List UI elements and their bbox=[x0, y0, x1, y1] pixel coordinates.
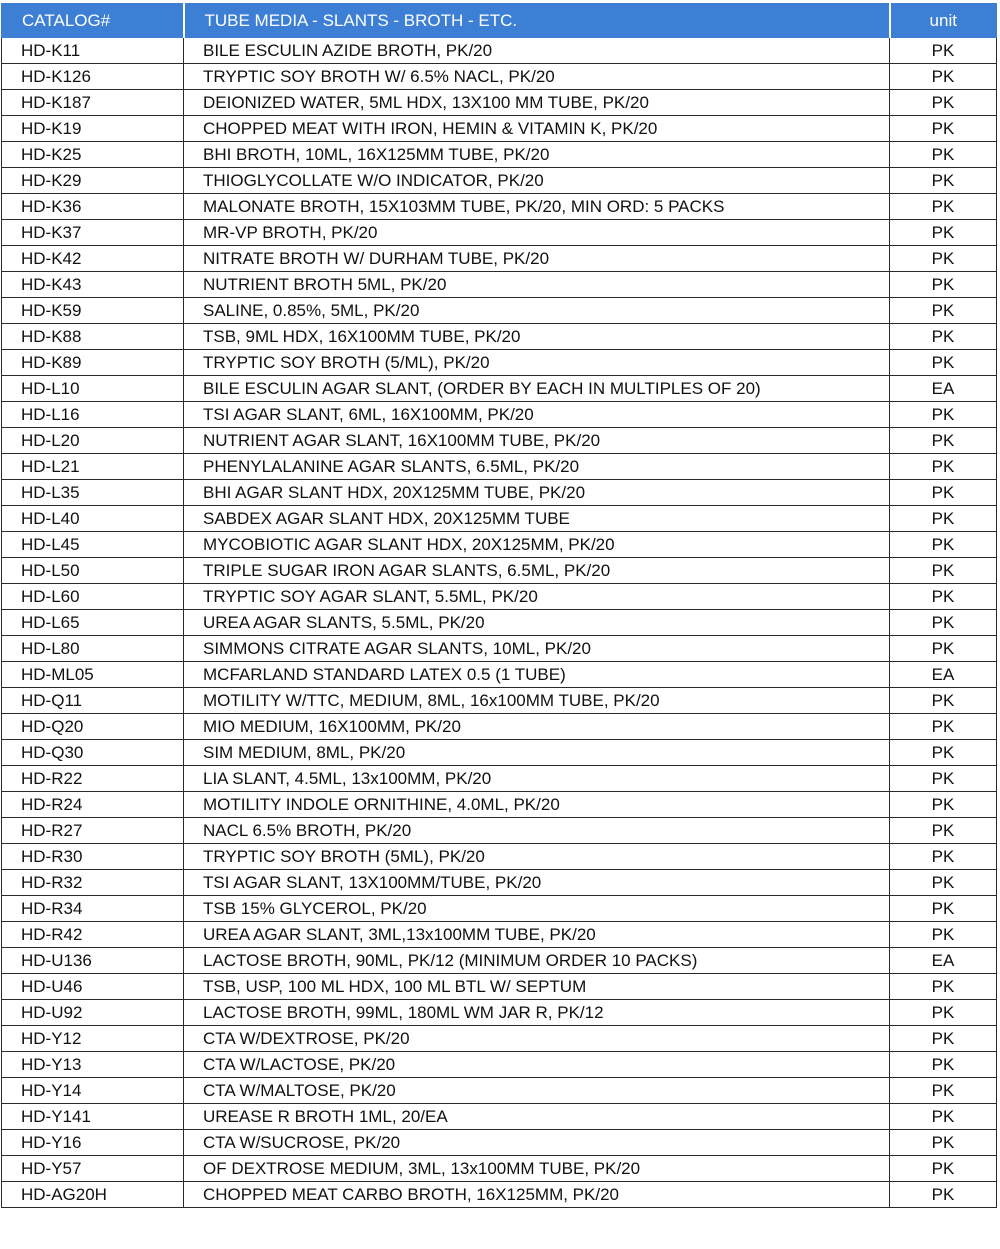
unit-cell: PK bbox=[890, 1182, 997, 1208]
unit-cell: PK bbox=[890, 766, 997, 792]
table-row bbox=[2, 220, 997, 246]
catalog-number-cell: HD-L16 bbox=[2, 402, 184, 428]
table-row bbox=[2, 974, 997, 1000]
table-row bbox=[2, 922, 997, 948]
description-cell: UREA AGAR SLANTS, 5.5ML, PK/20 bbox=[184, 610, 890, 636]
unit-cell: PK bbox=[890, 246, 997, 272]
table-row bbox=[2, 948, 997, 974]
column-header-unit: unit bbox=[890, 4, 997, 38]
description-cell: SIM MEDIUM, 8ML, PK/20 bbox=[184, 740, 890, 766]
header-row bbox=[2, 4, 997, 38]
description-cell: LACTOSE BROTH, 90ML, PK/12 (MINIMUM ORDER 10 PACKS) bbox=[184, 948, 890, 974]
unit-cell: EA bbox=[890, 948, 997, 974]
description-cell: TRYPTIC SOY BROTH W/ 6.5% NACL, PK/20 bbox=[184, 64, 890, 90]
unit-cell: PK bbox=[890, 402, 997, 428]
description-cell: MOTILITY W/TTC, MEDIUM, 8ML, 16x100MM TUBE, PK/20 bbox=[184, 688, 890, 714]
description-cell: CTA W/SUCROSE, PK/20 bbox=[184, 1130, 890, 1156]
description-cell: TSI AGAR SLANT, 6ML, 16X100MM, PK/20 bbox=[184, 402, 890, 428]
catalog-number-cell: HD-K36 bbox=[2, 194, 184, 220]
description-cell: SIMMONS CITRATE AGAR SLANTS, 10ML, PK/20 bbox=[184, 636, 890, 662]
table-row bbox=[2, 1052, 997, 1078]
table-row bbox=[2, 688, 997, 714]
description-cell: DEIONIZED WATER, 5ML HDX, 13X100 MM TUBE, PK/20 bbox=[184, 90, 890, 116]
catalog-number-cell: HD-Q30 bbox=[2, 740, 184, 766]
table-row bbox=[2, 194, 997, 220]
catalog-number-cell: HD-ML05 bbox=[2, 662, 184, 688]
catalog-number-cell: HD-K42 bbox=[2, 246, 184, 272]
table-row bbox=[2, 610, 997, 636]
unit-cell: PK bbox=[890, 1026, 997, 1052]
description-cell: NUTRIENT AGAR SLANT, 16X100MM TUBE, PK/20 bbox=[184, 428, 890, 454]
table-row bbox=[2, 298, 997, 324]
unit-cell: PK bbox=[890, 1130, 997, 1156]
description-cell: TRYPTIC SOY BROTH (5ML), PK/20 bbox=[184, 844, 890, 870]
description-cell: BHI BROTH, 10ML, 16X125MM TUBE, PK/20 bbox=[184, 142, 890, 168]
description-cell: LIA SLANT, 4.5ML, 13x100MM, PK/20 bbox=[184, 766, 890, 792]
table-row bbox=[2, 818, 997, 844]
catalog-table bbox=[1, 3, 997, 1208]
catalog-number-cell: HD-R22 bbox=[2, 766, 184, 792]
catalog-number-cell: HD-L45 bbox=[2, 532, 184, 558]
table-row bbox=[2, 480, 997, 506]
unit-cell: PK bbox=[890, 38, 997, 64]
unit-cell: PK bbox=[890, 480, 997, 506]
description-cell: MR-VP BROTH, PK/20 bbox=[184, 220, 890, 246]
catalog-number-cell: HD-K29 bbox=[2, 168, 184, 194]
table-row bbox=[2, 324, 997, 350]
description-cell: TSI AGAR SLANT, 13X100MM/TUBE, PK/20 bbox=[184, 870, 890, 896]
table-row bbox=[2, 870, 997, 896]
unit-cell: PK bbox=[890, 1052, 997, 1078]
table-body bbox=[2, 38, 997, 1208]
table-row bbox=[2, 1026, 997, 1052]
catalog-number-cell: HD-K25 bbox=[2, 142, 184, 168]
description-cell: TSB 15% GLYCEROL, PK/20 bbox=[184, 896, 890, 922]
catalog-number-cell: HD-K89 bbox=[2, 350, 184, 376]
unit-cell: PK bbox=[890, 558, 997, 584]
description-cell: NUTRIENT BROTH 5ML, PK/20 bbox=[184, 272, 890, 298]
description-cell: MCFARLAND STANDARD LATEX 0.5 (1 TUBE) bbox=[184, 662, 890, 688]
catalog-number-cell: HD-AG20H bbox=[2, 1182, 184, 1208]
table-row bbox=[2, 532, 997, 558]
unit-cell: PK bbox=[890, 90, 997, 116]
description-cell: NACL 6.5% BROTH, PK/20 bbox=[184, 818, 890, 844]
table-row bbox=[2, 766, 997, 792]
catalog-number-cell: HD-K88 bbox=[2, 324, 184, 350]
table-row bbox=[2, 168, 997, 194]
table-row bbox=[2, 402, 997, 428]
table-row bbox=[2, 38, 997, 64]
description-cell: TRYPTIC SOY AGAR SLANT, 5.5ML, PK/20 bbox=[184, 584, 890, 610]
column-header-catalog: CATALOG# bbox=[2, 4, 184, 38]
description-cell: SALINE, 0.85%, 5ML, PK/20 bbox=[184, 298, 890, 324]
description-cell: OF DEXTROSE MEDIUM, 3ML, 13x100MM TUBE, PK/20 bbox=[184, 1156, 890, 1182]
unit-cell: PK bbox=[890, 350, 997, 376]
description-cell: TRIPLE SUGAR IRON AGAR SLANTS, 6.5ML, PK/20 bbox=[184, 558, 890, 584]
description-cell: MYCOBIOTIC AGAR SLANT HDX, 20X125MM, PK/20 bbox=[184, 532, 890, 558]
catalog-number-cell: HD-R27 bbox=[2, 818, 184, 844]
catalog-number-cell: HD-L80 bbox=[2, 636, 184, 662]
catalog-number-cell: HD-Q11 bbox=[2, 688, 184, 714]
description-cell: TRYPTIC SOY BROTH (5/ML), PK/20 bbox=[184, 350, 890, 376]
catalog-number-cell: HD-L60 bbox=[2, 584, 184, 610]
unit-cell: PK bbox=[890, 1156, 997, 1182]
unit-cell: PK bbox=[890, 298, 997, 324]
unit-cell: PK bbox=[890, 428, 997, 454]
description-cell: MIO MEDIUM, 16X100MM, PK/20 bbox=[184, 714, 890, 740]
description-cell: PHENYLALANINE AGAR SLANTS, 6.5ML, PK/20 bbox=[184, 454, 890, 480]
catalog-number-cell: HD-K43 bbox=[2, 272, 184, 298]
table-row bbox=[2, 896, 997, 922]
unit-cell: PK bbox=[890, 714, 997, 740]
unit-cell: PK bbox=[890, 792, 997, 818]
description-cell: TSB, 9ML HDX, 16X100MM TUBE, PK/20 bbox=[184, 324, 890, 350]
catalog-number-cell: HD-K187 bbox=[2, 90, 184, 116]
unit-cell: PK bbox=[890, 1104, 997, 1130]
catalog-number-cell: HD-L65 bbox=[2, 610, 184, 636]
description-cell: CTA W/DEXTROSE, PK/20 bbox=[184, 1026, 890, 1052]
catalog-number-cell: HD-U136 bbox=[2, 948, 184, 974]
unit-cell: PK bbox=[890, 610, 997, 636]
catalog-number-cell: HD-Y14 bbox=[2, 1078, 184, 1104]
table-row bbox=[2, 636, 997, 662]
table-row bbox=[2, 1104, 997, 1130]
description-cell: UREA AGAR SLANT, 3ML,13x100MM TUBE, PK/20 bbox=[184, 922, 890, 948]
unit-cell: PK bbox=[890, 870, 997, 896]
unit-cell: PK bbox=[890, 64, 997, 90]
unit-cell: PK bbox=[890, 688, 997, 714]
description-cell: BHI AGAR SLANT HDX, 20X125MM TUBE, PK/20 bbox=[184, 480, 890, 506]
table-row bbox=[2, 454, 997, 480]
unit-cell: PK bbox=[890, 740, 997, 766]
description-cell: BILE ESCULIN AZIDE BROTH, PK/20 bbox=[184, 38, 890, 64]
unit-cell: PK bbox=[890, 584, 997, 610]
catalog-number-cell: HD-K126 bbox=[2, 64, 184, 90]
catalog-number-cell: HD-K37 bbox=[2, 220, 184, 246]
table-row bbox=[2, 428, 997, 454]
catalog-number-cell: HD-R24 bbox=[2, 792, 184, 818]
unit-cell: PK bbox=[890, 844, 997, 870]
catalog-number-cell: HD-Y16 bbox=[2, 1130, 184, 1156]
unit-cell: PK bbox=[890, 506, 997, 532]
catalog-number-cell: HD-L20 bbox=[2, 428, 184, 454]
table-row bbox=[2, 64, 997, 90]
unit-cell: PK bbox=[890, 974, 997, 1000]
catalog-number-cell: HD-K11 bbox=[2, 38, 184, 64]
description-cell: CHOPPED MEAT WITH IRON, HEMIN & VITAMIN K, PK/20 bbox=[184, 116, 890, 142]
unit-cell: PK bbox=[890, 142, 997, 168]
catalog-number-cell: HD-L10 bbox=[2, 376, 184, 402]
unit-cell: EA bbox=[890, 376, 997, 402]
table-row bbox=[2, 1130, 997, 1156]
unit-cell: PK bbox=[890, 532, 997, 558]
table-row bbox=[2, 1078, 997, 1104]
table-row bbox=[2, 1000, 997, 1026]
catalog-number-cell: HD-R30 bbox=[2, 844, 184, 870]
description-cell: BILE ESCULIN AGAR SLANT, (ORDER BY EACH IN MULTIPLES OF 20) bbox=[184, 376, 890, 402]
unit-cell: PK bbox=[890, 922, 997, 948]
table-row bbox=[2, 90, 997, 116]
catalog-number-cell: HD-K59 bbox=[2, 298, 184, 324]
catalog-number-cell: HD-Q20 bbox=[2, 714, 184, 740]
unit-cell: PK bbox=[890, 194, 997, 220]
description-cell: NITRATE BROTH W/ DURHAM TUBE, PK/20 bbox=[184, 246, 890, 272]
table-row bbox=[2, 844, 997, 870]
catalog-number-cell: HD-Y12 bbox=[2, 1026, 184, 1052]
catalog-number-cell: HD-L40 bbox=[2, 506, 184, 532]
unit-cell: PK bbox=[890, 454, 997, 480]
unit-cell: EA bbox=[890, 662, 997, 688]
description-cell: CTA W/LACTOSE, PK/20 bbox=[184, 1052, 890, 1078]
description-cell: CTA W/MALTOSE, PK/20 bbox=[184, 1078, 890, 1104]
table-row bbox=[2, 662, 997, 688]
unit-cell: PK bbox=[890, 818, 997, 844]
unit-cell: PK bbox=[890, 220, 997, 246]
description-cell: MOTILITY INDOLE ORNITHINE, 4.0ML, PK/20 bbox=[184, 792, 890, 818]
description-cell: LACTOSE BROTH, 99ML, 180ML WM JAR R, PK/12 bbox=[184, 1000, 890, 1026]
catalog-number-cell: HD-L35 bbox=[2, 480, 184, 506]
table-header bbox=[2, 4, 997, 38]
catalog-number-cell: HD-U46 bbox=[2, 974, 184, 1000]
catalog-number-cell: HD-R34 bbox=[2, 896, 184, 922]
description-cell: UREASE R BROTH 1ML, 20/EA bbox=[184, 1104, 890, 1130]
catalog-number-cell: HD-Y141 bbox=[2, 1104, 184, 1130]
unit-cell: PK bbox=[890, 1078, 997, 1104]
catalog-number-cell: HD-K19 bbox=[2, 116, 184, 142]
column-header-description: TUBE MEDIA - SLANTS - BROTH - ETC. bbox=[184, 4, 890, 38]
description-cell: SABDEX AGAR SLANT HDX, 20X125MM TUBE bbox=[184, 506, 890, 532]
unit-cell: PK bbox=[890, 1000, 997, 1026]
catalog-number-cell: HD-L50 bbox=[2, 558, 184, 584]
unit-cell: PK bbox=[890, 636, 997, 662]
unit-cell: PK bbox=[890, 116, 997, 142]
table-row bbox=[2, 116, 997, 142]
unit-cell: PK bbox=[890, 272, 997, 298]
table-row bbox=[2, 714, 997, 740]
table-row bbox=[2, 740, 997, 766]
description-cell: CHOPPED MEAT CARBO BROTH, 16X125MM, PK/20 bbox=[184, 1182, 890, 1208]
description-cell: TSB, USP, 100 ML HDX, 100 ML BTL W/ SEPTUM bbox=[184, 974, 890, 1000]
table-row bbox=[2, 142, 997, 168]
table-row bbox=[2, 376, 997, 402]
table-row bbox=[2, 584, 997, 610]
unit-cell: PK bbox=[890, 324, 997, 350]
table-row bbox=[2, 558, 997, 584]
table-row bbox=[2, 506, 997, 532]
description-cell: THIOGLYCOLLATE W/O INDICATOR, PK/20 bbox=[184, 168, 890, 194]
catalog-number-cell: HD-R32 bbox=[2, 870, 184, 896]
catalog-number-cell: HD-Y13 bbox=[2, 1052, 184, 1078]
table-row bbox=[2, 792, 997, 818]
table-row bbox=[2, 246, 997, 272]
unit-cell: PK bbox=[890, 896, 997, 922]
table-row bbox=[2, 350, 997, 376]
catalog-number-cell: HD-L21 bbox=[2, 454, 184, 480]
catalog-number-cell: HD-R42 bbox=[2, 922, 184, 948]
table-row bbox=[2, 272, 997, 298]
unit-cell: PK bbox=[890, 168, 997, 194]
catalog-number-cell: HD-U92 bbox=[2, 1000, 184, 1026]
table-row bbox=[2, 1182, 997, 1208]
catalog-number-cell: HD-Y57 bbox=[2, 1156, 184, 1182]
description-cell: MALONATE BROTH, 15X103MM TUBE, PK/20, MIN ORD: 5 PACKS bbox=[184, 194, 890, 220]
table-row bbox=[2, 1156, 997, 1182]
